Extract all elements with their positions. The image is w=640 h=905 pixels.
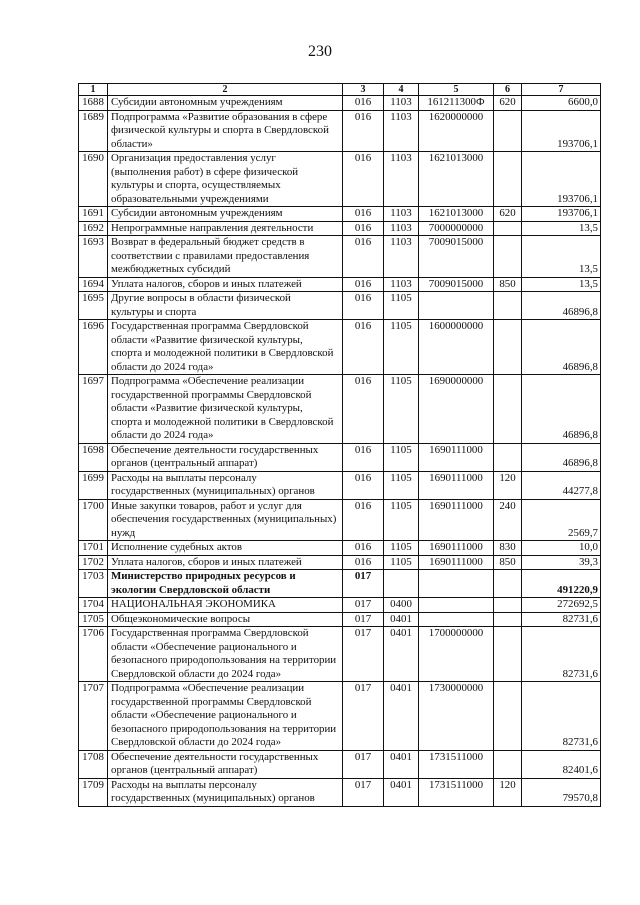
row-number-cell: 1698: [79, 443, 108, 471]
target-article-cell: 1690111000: [419, 443, 494, 471]
table-row: [79, 236, 601, 278]
row-number-cell: 1705: [79, 612, 108, 627]
ministry-code-cell: 017: [343, 682, 384, 751]
row-number-cell: 1692: [79, 221, 108, 236]
amount-cell: 193706,1: [522, 110, 601, 152]
table-row: [79, 152, 601, 207]
ministry-code-cell: 017: [343, 778, 384, 806]
table-row: [79, 778, 601, 806]
expense-type-cell: [494, 570, 522, 598]
row-number-cell: 1690: [79, 152, 108, 207]
ministry-code-cell: 016: [343, 292, 384, 320]
amount-cell: 82401,6: [522, 750, 601, 778]
target-article-cell: [419, 570, 494, 598]
expense-type-cell: 850: [494, 555, 522, 570]
row-number-cell: 1699: [79, 471, 108, 499]
table-row: [79, 570, 601, 598]
item-name-cell: Субсидии автономным учреждениям: [108, 96, 343, 111]
section-code-cell: 0401: [384, 612, 419, 627]
expense-type-cell: 850: [494, 277, 522, 292]
row-number-cell: 1688: [79, 96, 108, 111]
item-name-cell: Возврат в федеральный бюджет средств в соответствии с правилами предоставления межбюджетных субсидий: [108, 236, 343, 278]
amount-cell: 13,5: [522, 221, 601, 236]
section-code-cell: 0401: [384, 682, 419, 751]
item-name-cell: Организация предоставления услуг (выполнения работ) в сфере физической культуры и спорта, осуществляемых образовательными учреждениями: [108, 152, 343, 207]
amount-cell: 46896,8: [522, 443, 601, 471]
ministry-code-cell: 016: [343, 236, 384, 278]
amount-cell: 82731,6: [522, 627, 601, 682]
ministry-code-cell: 016: [343, 320, 384, 375]
table-row: [79, 375, 601, 444]
table-row: [79, 612, 601, 627]
row-number-cell: 1696: [79, 320, 108, 375]
ministry-code-cell: 017: [343, 750, 384, 778]
item-name-cell: Обеспечение деятельности государственных органов (центральный аппарат): [108, 443, 343, 471]
target-article-cell: 1600000000: [419, 320, 494, 375]
ministry-code-cell: 016: [343, 110, 384, 152]
amount-cell: 46896,8: [522, 320, 601, 375]
ministry-code-cell: 016: [343, 152, 384, 207]
item-name-cell: Иные закупки товаров, работ и услуг для обеспечения государственных (муниципальных) нужд: [108, 499, 343, 541]
amount-cell: 10,0: [522, 541, 601, 556]
target-article-cell: 161211300Ф: [419, 96, 494, 111]
expense-type-cell: 120: [494, 778, 522, 806]
section-code-cell: 1103: [384, 96, 419, 111]
row-number-cell: 1701: [79, 541, 108, 556]
row-number-cell: 1694: [79, 277, 108, 292]
row-number-cell: 1693: [79, 236, 108, 278]
section-code-cell: 1103: [384, 152, 419, 207]
amount-cell: 193706,1: [522, 207, 601, 222]
section-code-cell: 0400: [384, 598, 419, 613]
column-header: 6: [494, 84, 522, 96]
table-row: [79, 471, 601, 499]
item-name-cell: Уплата налогов, сборов и иных платежей: [108, 277, 343, 292]
table-row: [79, 627, 601, 682]
target-article-cell: 1731511000: [419, 778, 494, 806]
table-row: [79, 96, 601, 111]
amount-cell: 272692,5: [522, 598, 601, 613]
item-name-cell: Подпрограмма «Обеспечение реализации государственной программы Свердловской области «Развитие физической культуры, спорта и молодежной политики в Свердловской области до 2024 года»: [108, 375, 343, 444]
expense-type-cell: 620: [494, 207, 522, 222]
ministry-code-cell: 016: [343, 541, 384, 556]
section-code-cell: 1105: [384, 555, 419, 570]
column-header: 5: [419, 84, 494, 96]
item-name-cell: Министерство природных ресурсов и экологии Свердловской области: [108, 570, 343, 598]
section-code-cell: 0401: [384, 778, 419, 806]
target-article-cell: 7000000000: [419, 221, 494, 236]
table-row: [79, 499, 601, 541]
table-row: [79, 555, 601, 570]
row-number-cell: 1704: [79, 598, 108, 613]
section-code-cell: 1103: [384, 207, 419, 222]
amount-cell: 39,3: [522, 555, 601, 570]
section-code-cell: 0401: [384, 627, 419, 682]
ministry-code-cell: 016: [343, 96, 384, 111]
column-header: 1: [79, 84, 108, 96]
item-name-cell: Расходы на выплаты персоналу государственных (муниципальных) органов: [108, 778, 343, 806]
item-name-cell: Государственная программа Свердловской области «Обеспечение рационального и безопасного природопользования на территории Свердловской области до 2024 года»: [108, 627, 343, 682]
item-name-cell: НАЦИОНАЛЬНАЯ ЭКОНОМИКА: [108, 598, 343, 613]
expense-type-cell: [494, 612, 522, 627]
row-number-cell: 1689: [79, 110, 108, 152]
row-number-cell: 1703: [79, 570, 108, 598]
target-article-cell: 1700000000: [419, 627, 494, 682]
row-number-cell: 1695: [79, 292, 108, 320]
ministry-code-cell: 016: [343, 207, 384, 222]
row-number-cell: 1707: [79, 682, 108, 751]
expense-type-cell: [494, 152, 522, 207]
table-row: [79, 598, 601, 613]
target-article-cell: 1620000000: [419, 110, 494, 152]
expense-type-cell: 830: [494, 541, 522, 556]
column-header: 7: [522, 84, 601, 96]
budget-table: [78, 83, 601, 807]
table-row: [79, 221, 601, 236]
ministry-code-cell: 016: [343, 471, 384, 499]
amount-cell: 2569,7: [522, 499, 601, 541]
section-code-cell: 1105: [384, 471, 419, 499]
amount-cell: 13,5: [522, 277, 601, 292]
table-row: [79, 682, 601, 751]
target-article-cell: 7009015000: [419, 236, 494, 278]
table-header: [79, 84, 601, 96]
column-header: 2: [108, 84, 343, 96]
expense-type-cell: [494, 375, 522, 444]
target-article-cell: [419, 598, 494, 613]
expense-type-cell: [494, 221, 522, 236]
section-code-cell: [384, 570, 419, 598]
item-name-cell: Уплата налогов, сборов и иных платежей: [108, 555, 343, 570]
table-row: [79, 110, 601, 152]
section-code-cell: 1103: [384, 110, 419, 152]
expense-type-cell: [494, 292, 522, 320]
section-code-cell: 1103: [384, 277, 419, 292]
section-code-cell: 1105: [384, 320, 419, 375]
ministry-code-cell: 016: [343, 555, 384, 570]
target-article-cell: [419, 292, 494, 320]
table-row: [79, 320, 601, 375]
amount-cell: 13,5: [522, 236, 601, 278]
ministry-code-cell: 017: [343, 570, 384, 598]
column-header: 3: [343, 84, 384, 96]
row-number-cell: 1697: [79, 375, 108, 444]
target-article-cell: 1690111000: [419, 499, 494, 541]
target-article-cell: 1621013000: [419, 152, 494, 207]
ministry-code-cell: 017: [343, 612, 384, 627]
column-header: 4: [384, 84, 419, 96]
expense-type-cell: [494, 627, 522, 682]
expense-type-cell: 620: [494, 96, 522, 111]
expense-type-cell: [494, 110, 522, 152]
item-name-cell: Расходы на выплаты персоналу государственных (муниципальных) органов: [108, 471, 343, 499]
table-row: [79, 541, 601, 556]
table-row: [79, 207, 601, 222]
target-article-cell: 1621013000: [419, 207, 494, 222]
section-code-cell: 1105: [384, 499, 419, 541]
expense-type-cell: 240: [494, 499, 522, 541]
amount-cell: 491220,9: [522, 570, 601, 598]
row-number-cell: 1702: [79, 555, 108, 570]
item-name-cell: Субсидии автономным учреждениям: [108, 207, 343, 222]
table-row: [79, 277, 601, 292]
target-article-cell: 1730000000: [419, 682, 494, 751]
item-name-cell: Подпрограмма «Обеспечение реализации государственной программы Свердловской области «Обеспечение рационального и безопасного природопользования на территории Свердловской области до 2024 года»: [108, 682, 343, 751]
expense-type-cell: [494, 682, 522, 751]
section-code-cell: 1103: [384, 236, 419, 278]
amount-cell: 6600,0: [522, 96, 601, 111]
ministry-code-cell: 016: [343, 499, 384, 541]
target-article-cell: 1690000000: [419, 375, 494, 444]
section-code-cell: 0401: [384, 750, 419, 778]
row-number-cell: 1709: [79, 778, 108, 806]
amount-cell: 44277,8: [522, 471, 601, 499]
item-name-cell: Общеэкономические вопросы: [108, 612, 343, 627]
item-name-cell: Непрограммные направления деятельности: [108, 221, 343, 236]
item-name-cell: Обеспечение деятельности государственных органов (центральный аппарат): [108, 750, 343, 778]
row-number-cell: 1700: [79, 499, 108, 541]
target-article-cell: 1731511000: [419, 750, 494, 778]
amount-cell: 193706,1: [522, 152, 601, 207]
section-code-cell: 1105: [384, 443, 419, 471]
target-article-cell: 7009015000: [419, 277, 494, 292]
row-number-cell: 1706: [79, 627, 108, 682]
ministry-code-cell: 016: [343, 443, 384, 471]
item-name-cell: Исполнение судебных актов: [108, 541, 343, 556]
target-article-cell: 1690111000: [419, 471, 494, 499]
target-article-cell: 1690111000: [419, 555, 494, 570]
amount-cell: 46896,8: [522, 292, 601, 320]
ministry-code-cell: 017: [343, 598, 384, 613]
section-code-cell: 1105: [384, 292, 419, 320]
table-row: [79, 750, 601, 778]
header-row: [79, 84, 601, 96]
table-row: [79, 292, 601, 320]
row-number-cell: 1708: [79, 750, 108, 778]
amount-cell: 82731,6: [522, 612, 601, 627]
section-code-cell: 1105: [384, 375, 419, 444]
amount-cell: 82731,6: [522, 682, 601, 751]
amount-cell: 46896,8: [522, 375, 601, 444]
ministry-code-cell: 016: [343, 375, 384, 444]
row-number-cell: 1691: [79, 207, 108, 222]
expense-type-cell: [494, 750, 522, 778]
target-article-cell: 1690111000: [419, 541, 494, 556]
target-article-cell: [419, 612, 494, 627]
ministry-code-cell: 016: [343, 277, 384, 292]
amount-cell: 79570,8: [522, 778, 601, 806]
expense-type-cell: [494, 598, 522, 613]
expense-type-cell: [494, 443, 522, 471]
section-code-cell: 1103: [384, 221, 419, 236]
expense-type-cell: [494, 320, 522, 375]
table-row: [79, 443, 601, 471]
item-name-cell: Подпрограмма «Развитие образования в сфере физической культуры и спорта в Свердловской области»: [108, 110, 343, 152]
page-number: 230: [308, 43, 332, 60]
expense-type-cell: 120: [494, 471, 522, 499]
table-body: [79, 96, 601, 807]
item-name-cell: Государственная программа Свердловской области «Развитие физической культуры, спорта и молодежной политики в Свердловской области до 2024 года»: [108, 320, 343, 375]
item-name-cell: Другие вопросы в области физической культуры и спорта: [108, 292, 343, 320]
section-code-cell: 1105: [384, 541, 419, 556]
expense-type-cell: [494, 236, 522, 278]
ministry-code-cell: 017: [343, 627, 384, 682]
ministry-code-cell: 016: [343, 221, 384, 236]
